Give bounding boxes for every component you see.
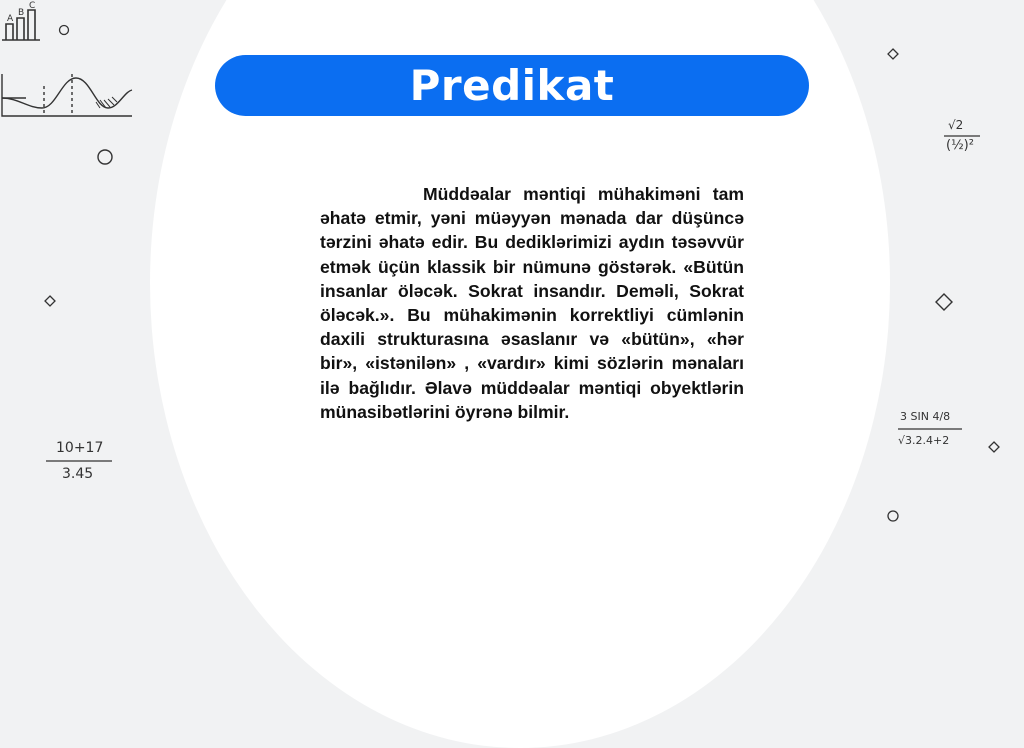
math-right-frac: (½)² [946, 138, 974, 153]
wave-graph-icon [0, 72, 134, 118]
math-right-root: √3.2.4+2 [898, 434, 950, 447]
math-right-sqrt: √2 [948, 118, 964, 132]
circle-doodle-icon [886, 509, 900, 523]
diamond-doodle-icon [988, 441, 1000, 453]
fraction-line-icon [44, 458, 114, 464]
math-left-bottom: 3.45 [62, 466, 94, 482]
circle-doodle-icon [96, 148, 114, 166]
circle-doodle-icon [58, 24, 70, 36]
diamond-doodle-icon [887, 48, 899, 60]
diamond-doodle-icon [934, 292, 954, 312]
fraction-line-icon [896, 427, 964, 431]
body-paragraph: Müddəalar məntiqi mühakiməni tam əhatə etmir, yəni müəyyən mənada dar düşüncə tərzini əhatə edir. Bu dediklərimizi aydın təsəvvür etmək üçün klassik bir nümunə göstərək. «Bütün insanlar öləcək. Sokrat insandır. Deməli, Sokrat öləcək.». Bu mühakimənin korrektliyi cümlənin daxili strukturasına əsaslanır və «bütün», «hər bir», «istənilən» , «vardır» kimi sözlərin mənaları ilə bağlıdır. Əlavə müddəalar məntiqi obyektlərin münasibətlərini öyrənə bilmir. [320, 184, 744, 422]
abc-letter-c: C [29, 1, 36, 11]
abc-letter-b: B [18, 8, 25, 18]
math-left-top: 10+17 [56, 440, 104, 456]
abc-letter-a: A [7, 14, 14, 24]
math-right-sin: 3 SIN 4/8 [900, 410, 951, 423]
abc-chart-icon [0, 0, 45, 44]
page-title: Predikat [409, 61, 615, 110]
diamond-doodle-icon [44, 295, 56, 307]
title-bar [215, 55, 809, 116]
